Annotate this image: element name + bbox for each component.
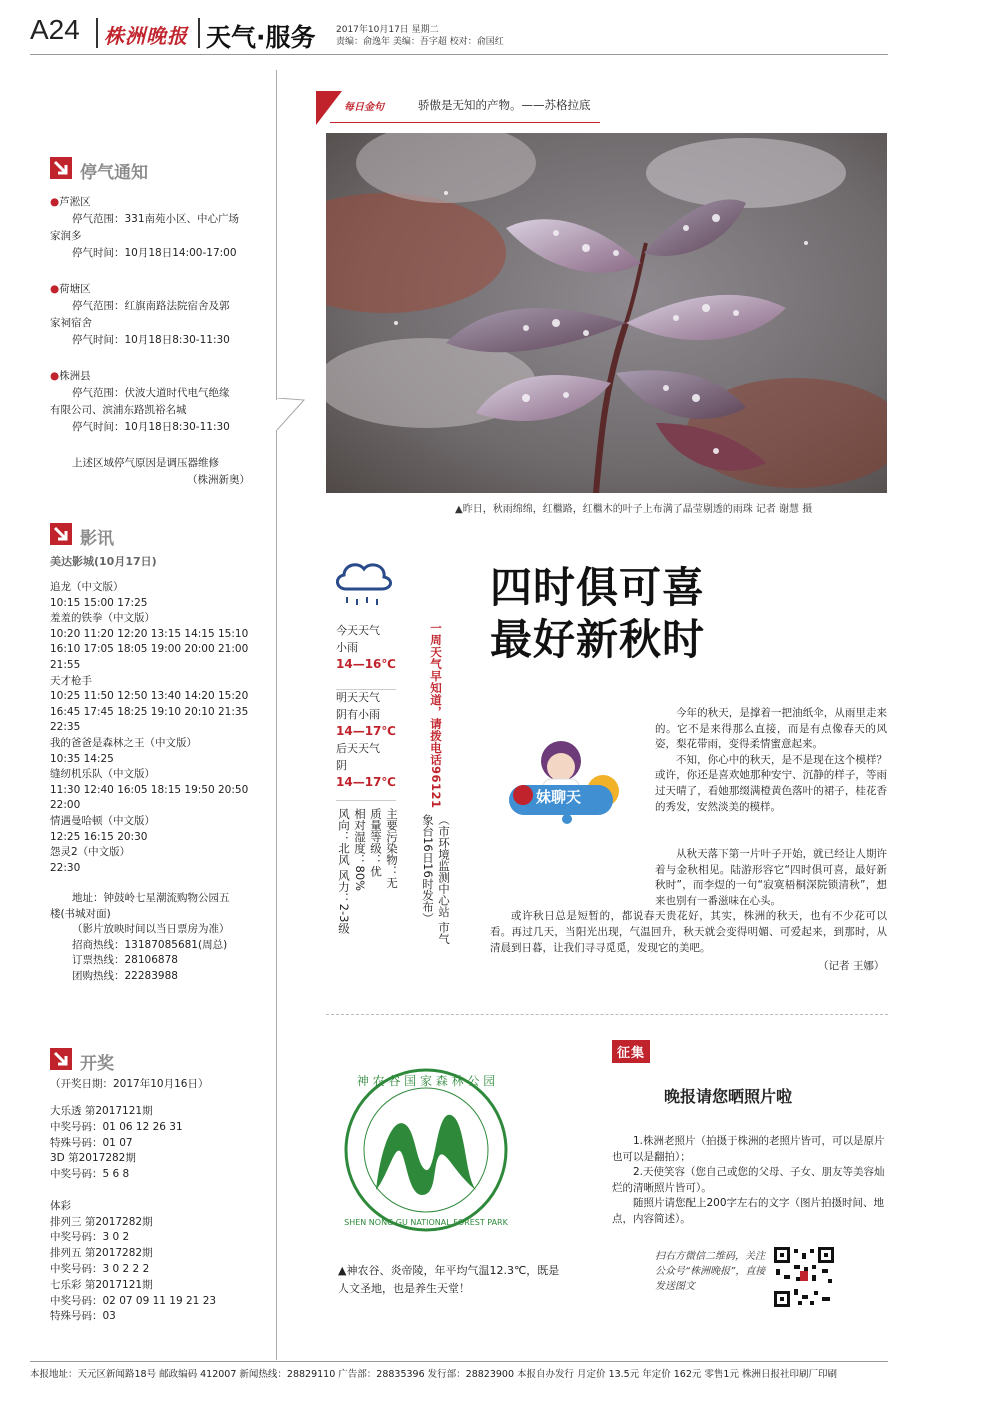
cloud-rain-icon	[332, 555, 396, 611]
arrow-icon	[50, 1048, 72, 1070]
air-wind: 风向：北风 风力：2-3级	[337, 808, 351, 934]
movie-line: 情遇曼哈顿（中文版）	[50, 814, 155, 827]
cinema-hotline: 团购热线：22283988	[72, 969, 178, 982]
movie-line: 21:55	[50, 658, 81, 671]
lottery-date: （开奖日期：2017年10月16日）	[50, 1078, 209, 1090]
notice-range-cont: 有限公司、滨浦东路凯裕名城	[50, 404, 187, 416]
quote-marker-icon	[316, 91, 344, 125]
lottery-line: 大乐透 第2017121期	[50, 1105, 153, 1117]
notice-time: 停气时间：10月18日8:30-11:30	[72, 334, 230, 346]
lottery-line: 排列三 第2017282期	[50, 1215, 153, 1228]
movie-line: 羞羞的铁拳（中文版）	[50, 612, 155, 625]
movie-line: 10:35 14:25	[50, 752, 114, 765]
section-title: 天气·服务	[206, 23, 316, 52]
after-label: 后天天气	[336, 742, 380, 755]
tomorrow-temp: 14—17℃	[336, 724, 396, 738]
today-label: 今天天气	[336, 624, 380, 637]
movie-line: 追龙（中文版）	[50, 581, 124, 593]
movie-schedule	[50, 580, 270, 876]
lottery-line: 中奖号码：5 6 8	[50, 1168, 130, 1181]
movie-line: 缝纫机乐队（中文版）	[50, 768, 155, 781]
cinema-hotline: 招商热线：13187085681(周总)	[72, 938, 228, 951]
collect-body	[612, 1134, 887, 1228]
column-badge: 妹聊天	[536, 788, 582, 806]
movie-line: 12:25 16:15 20:30	[50, 830, 148, 843]
newspaper-brand: 株洲晚报	[104, 24, 188, 48]
headline-line: 四时俱可喜	[490, 563, 706, 612]
movies-title: 影讯	[80, 529, 114, 549]
movie-line: 22:35	[50, 721, 81, 734]
lottery-line: 体彩	[50, 1199, 71, 1212]
movie-line: 怨灵2（中文版）	[50, 846, 131, 859]
movie-line: 16:45 17:45 18:25 19:10 20:10 21:35	[50, 705, 249, 718]
movie-line: 10:25 11:50 12:50 13:40 14:20 15:20	[50, 690, 249, 703]
article-paragraph: 或许秋日总是短暂的，都说春天贵花好，其实，株洲的秋天，也有不少花可以看。再过几天，当阳光出现，气温回升，秋天就会变得明媚、可爱起来，到那时，从清晨到日暮，让我们寻寻觅觅，发现它的美吧。	[490, 910, 887, 954]
cinema-hotline: 订票热线：28106878	[72, 954, 178, 967]
weather-divider	[336, 689, 396, 690]
footer-info: 本报地址：天元区新闻路18号 邮政编码 412007 新闻热线：28829110 广告部：28835396 发行部：28823900 本报自办发行 月定价 13.5元 年定价 162元 零售1元 株洲日报社印刷厂印刷	[30, 1369, 837, 1380]
power-notice-body	[50, 194, 260, 489]
quote-underline	[330, 122, 600, 123]
arrow-icon	[50, 157, 72, 179]
rain-leaves-photo	[326, 133, 887, 493]
notice-source: （株洲新奥）	[187, 474, 250, 486]
movie-line: 16:10 17:05 18:05 19:00 20:00 21:00	[50, 643, 249, 656]
notice-area: ●芦淞区	[50, 196, 91, 208]
after-desc: 阴	[336, 759, 347, 772]
weather-source	[420, 814, 452, 969]
logo-cn-text: 神 农 谷 国 家 森 林 公 园	[356, 1074, 496, 1088]
lottery-line: 排列五 第2017282期	[50, 1247, 153, 1260]
collect-title: 晚报请您晒照片啦	[664, 1087, 793, 1106]
source-line: 象台16日16时发布）	[421, 814, 435, 924]
qr-instructions: 扫右方微信二维码，关注公众号“株洲晚报”，直接发送图文	[655, 1251, 766, 1292]
photo-caption: ▲昨日，秋雨绵绵，红檵路，红檵木的叶子上布满了晶莹剔透的雨珠 记者 谢慧 摄	[455, 504, 813, 515]
movie-line: 10:20 11:20 12:20 13:15 14:15 15:10	[50, 627, 249, 640]
forest-park-logo	[336, 1055, 516, 1255]
tomorrow-desc: 阴有小雨	[336, 708, 380, 721]
article-headline	[490, 562, 705, 666]
movie-line: 10:15 15:00 17:25	[50, 596, 148, 609]
weather-hotline: 一周天气早知道，请拨电话96121	[429, 622, 443, 809]
footer-rule	[30, 1361, 888, 1362]
lottery-line: 七乐彩 第2017121期	[50, 1278, 153, 1291]
cinema-info	[50, 891, 270, 985]
article-column-1	[655, 706, 887, 815]
header-divider	[96, 18, 98, 48]
movie-line: 22:30	[50, 861, 81, 874]
quote-text: 骄傲是无知的产物。——苏格拉底	[418, 98, 591, 112]
reporter-avatar	[503, 735, 633, 835]
wechat-qr-code[interactable]	[772, 1245, 836, 1309]
today-temp: 14—16℃	[336, 657, 396, 671]
cinema-address: 地址：钟鼓岭七星潮流购物公园五	[72, 892, 230, 904]
article-column-2	[490, 847, 887, 956]
movie-line: 我的爸爸是森林之王（中文版）	[50, 736, 197, 749]
movie-line: 11:30 12:40 16:05 18:15 19:50 20:50	[50, 783, 249, 796]
lottery-line	[50, 1183, 270, 1199]
today-desc: 小雨	[336, 641, 358, 654]
headline-line: 最好新秋时	[490, 615, 706, 664]
collect-tag: 征集	[612, 1040, 650, 1063]
tomorrow-label: 明天天气	[336, 691, 380, 704]
article-paragraph: 从秋天落下第一片叶子开始，就已经让人期许着与金秋相见。陆游形容它“四时俱可喜，最好新秋时”，而李煜的一句“寂寞梧桐深院锁清秋”，想来也别有一番滋味在心头。	[655, 848, 887, 907]
collect-note: 随照片请您配上200字左右的文字（图片拍摄时间、地点，内容简述）。	[612, 1197, 885, 1225]
header-rule	[30, 54, 888, 55]
notice-time: 停气时间：10月18日14:00-17:00	[72, 247, 237, 259]
air-humidity: 相对湿度：80%	[353, 808, 367, 892]
logo-en-text: SHEN NONG GU NATIONAL FOREST PARK	[344, 1218, 508, 1227]
notice-range-cont: 家润多	[50, 230, 82, 242]
movie-line: 22:00	[50, 799, 81, 812]
lottery-line: 特殊号码：03	[50, 1310, 116, 1323]
quote-label: 每日金句	[344, 102, 384, 113]
sidebar-notch	[272, 398, 306, 432]
cinema-address-cont: 楼(书城对面)	[50, 907, 111, 920]
page-number: A24	[30, 14, 80, 45]
air-grade: 质量等级：优	[369, 808, 383, 877]
air-pollutant: 主要污染物：无	[385, 808, 399, 889]
lottery-results	[50, 1104, 270, 1325]
article-paragraph: 今年的秋天，是撑着一把油纸伞，从雨里走来的。它不是来得那么直接，而是有点像春天的风姿，梨花带雨，变得柔情蜜意起来。	[655, 707, 887, 751]
weather-divider	[336, 800, 396, 801]
notice-range: 停气范围：红旗南路法院宿舍及郭	[72, 300, 230, 312]
collect-item: 2.天使笑容（您自己或您的父母、子女、朋友等美容灿烂的清晰照片皆可）。	[612, 1166, 885, 1194]
article-reporter: （记者 王娜）	[818, 960, 885, 972]
header-editors: 责编：俞逸年 美编：吾字超 校对：俞国红	[336, 37, 504, 47]
weather-forecast	[336, 622, 396, 791]
arrow-icon	[50, 523, 72, 545]
notice-range-cont: 家祠宿舍	[50, 317, 92, 329]
sidebar-divider-lower	[276, 430, 277, 1360]
lottery-line: 中奖号码：3 0 2 2 2	[50, 1262, 150, 1275]
lottery-title: 开奖	[80, 1054, 114, 1074]
article-paragraph: 不知，你心中的秋天，是不是现在这个模样？或许，你还是喜欢她那种安宁、沉静的样子，等雨过天晴了，看她那缀满橙黄色落叶的裙子，桂花香的秀发，安然淡美的模样。	[655, 753, 887, 813]
lottery-line: 3D 第2017282期	[50, 1152, 136, 1165]
notice-reason: 上述区域停气原因是调压器维修	[72, 457, 219, 469]
lottery-line: 中奖号码：3 0 2	[50, 1231, 130, 1244]
lottery-line: 特殊号码：01 07	[50, 1136, 133, 1149]
header-meta	[336, 24, 504, 48]
notice-range: 停气范围：331南苑小区、中心广场	[72, 213, 240, 225]
after-temp: 14—17℃	[336, 775, 396, 789]
cinema-note: （影片放映时间以当日票房为准）	[72, 923, 230, 936]
movie-line: 天才枪手	[50, 674, 92, 687]
source-line: （市环境监测中心站 市气	[437, 814, 451, 945]
park-caption: ▲神农谷、炎帝陵，年平均气温12.3℃，既是人文圣地，也是养生天堂！	[338, 1264, 560, 1295]
power-notice-title: 停气通知	[80, 163, 148, 183]
section-divider	[326, 1014, 888, 1015]
lottery-line: 中奖号码：02 07 09 11 19 21 23	[50, 1294, 217, 1307]
header-date: 2017年10月17日 星期二	[336, 25, 439, 35]
cinema-name: 美达影城(10月17日)	[50, 555, 157, 568]
header-divider-2	[198, 18, 200, 48]
notice-area: ●荷塘区	[50, 283, 91, 295]
notice-area: ●株洲县	[50, 370, 91, 382]
lottery-line: 中奖号码：01 06 12 26 31	[50, 1120, 183, 1133]
air-quality	[336, 808, 400, 973]
notice-time: 停气时间：10月18日8:30-11:30	[72, 421, 230, 433]
collect-item: 1.株洲老照片（拍摄于株洲的老照片皆可，可以是原片也可以是翻拍）；	[612, 1135, 885, 1163]
notice-range: 停气范围：伏波大道时代电气绝缘	[72, 387, 230, 399]
sidebar-divider	[276, 70, 277, 400]
